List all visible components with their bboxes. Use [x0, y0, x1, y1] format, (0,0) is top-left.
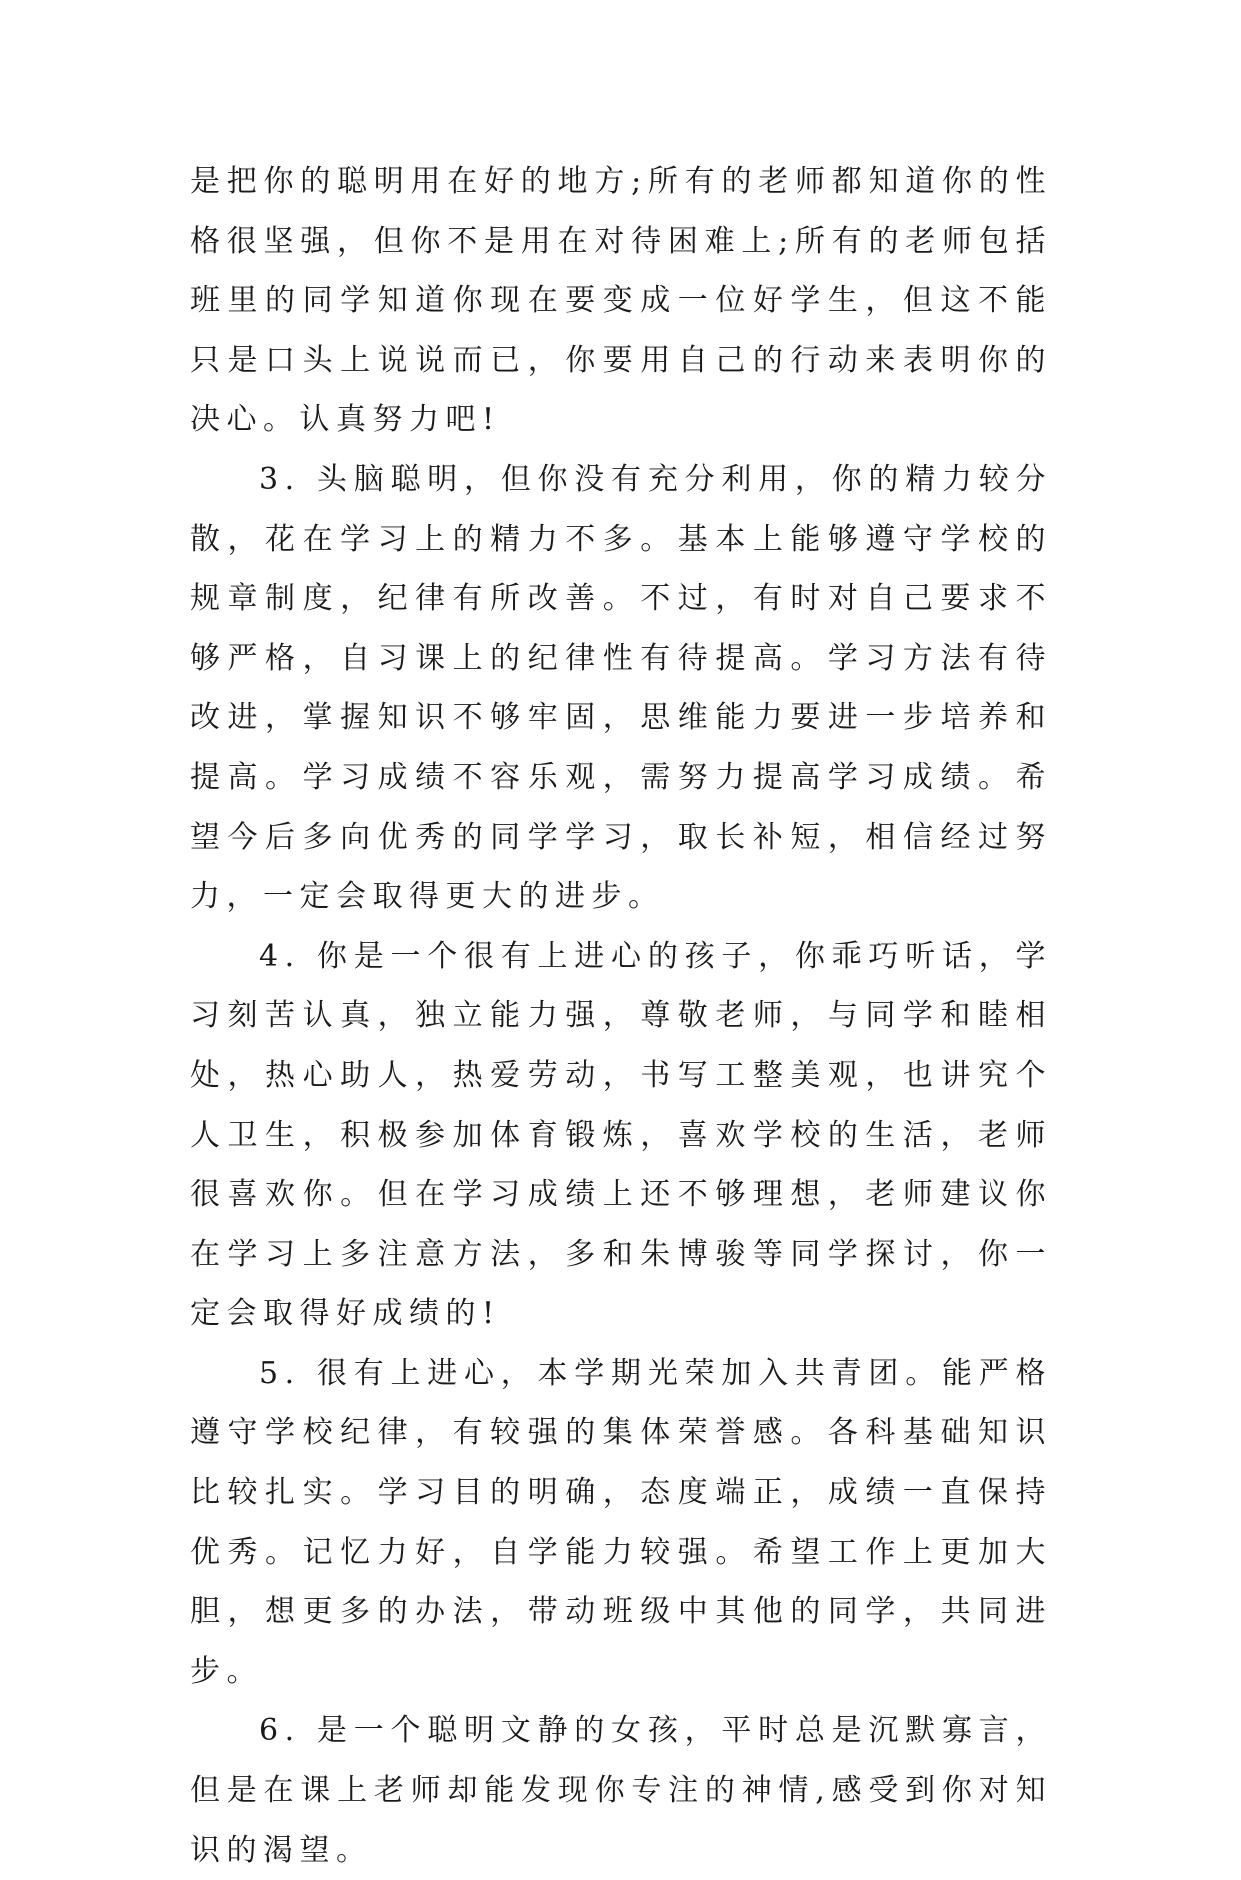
comment-paragraph-3: 3. 头脑聪明，但你没有充分利用，你的精力较分散，花在学习上的精力不多。基本上能够遵守学校的规章制度，纪律有所改善。不过，有时对自己要求不够严格，自习课上的纪律性有待提高。学习方法有待改进，掌握知识不够牢固，思维能力要进一步培养和提高。学习成绩不容乐观，需努力提高学习成绩。希望今后多向优秀的同学学习，取长补短，相信经过努力，一定会取得更大的进步。 [190, 461, 1052, 915]
paragraph-continuation: 是把你的聪明用在好的地方;所有的老师都知道你的性格很坚强，但你不是用在对待困难上;所有的老师包括班里的同学知道你现在要变成一位好学生，但这不能只是口头上说说而已，你要用自己的行动来表明你的决心。认真努力吧! [190, 164, 1052, 438]
comment-paragraph-4: 4. 你是一个很有上进心的孩子，你乖巧听话，学习刻苦认真，独立能力强，尊敬老师，与同学和睦相处，热心助人，热爱劳动，书写工整美观，也讲究个人卫生，积极参加体育锻炼，喜欢学校的生活，老师很喜欢你。但在学习成绩上还不够理想，老师建议你在学习上多注意方法，多和朱博骏等同学探讨，你一定会取得好成绩的! [190, 938, 1052, 1332]
comment-paragraph-5: 5. 很有上进心，本学期光荣加入共青团。能严格遵守学校纪律，有较强的集体荣誉感。各科基础知识比较扎实。学习目的明确，态度端正，成绩一直保持优秀。记忆力好，自学能力较强。希望工作上更加大胆，想更多的办法，带动班级中其他的同学，共同进步。 [190, 1355, 1052, 1689]
comment-paragraph-6: 6. 是一个聪明文静的女孩，平时总是沉默寡言，但是在课上老师却能发现你专注的神情,感受到你对知识的渴望。 [190, 1713, 1052, 1868]
document-body [190, 152, 1052, 1880]
